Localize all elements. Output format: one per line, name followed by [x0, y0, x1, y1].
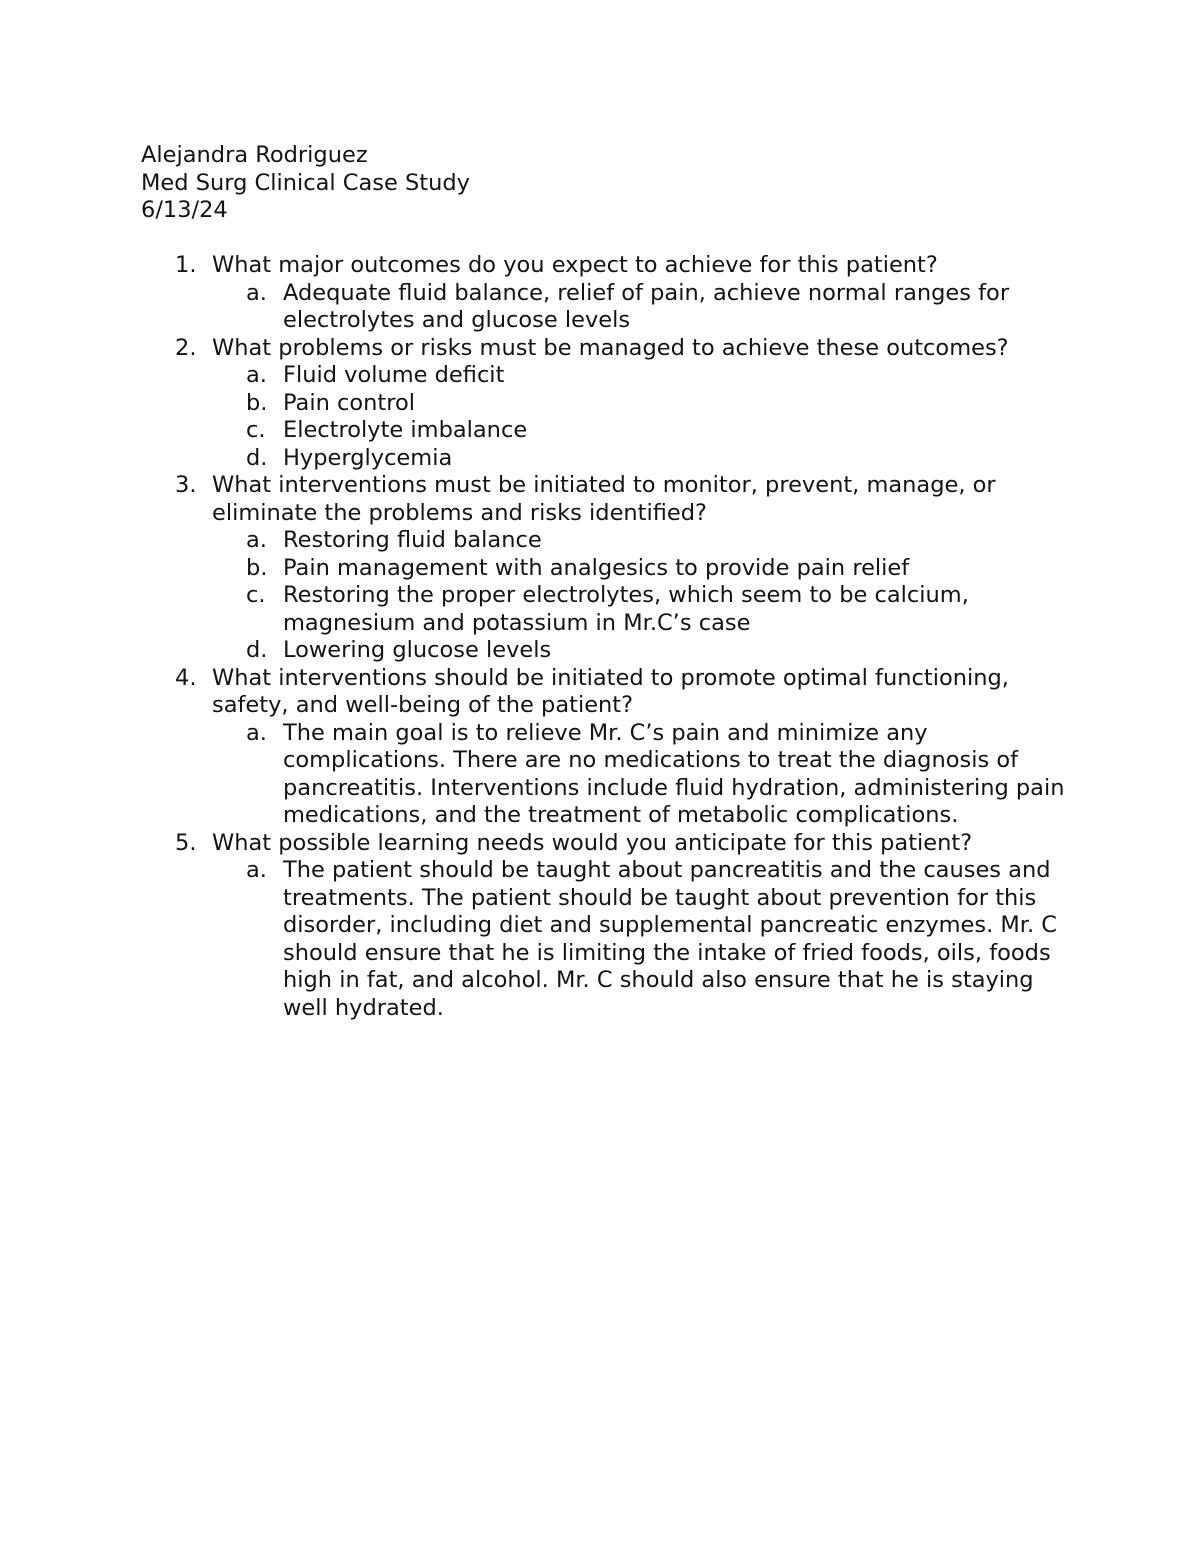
answer-text: Restoring the proper electrolytes, which seem to be calcium, magnesium and potassium in Mr.C’s case	[283, 582, 969, 636]
answer-letter: b.	[246, 554, 268, 581]
answer-text: The main goal is to relieve Mr. C’s pain and minimize any complications. There are no medications to treat the diagnosis of pancreatitis. Interventions include fluid hydration, administering pain medications, and the treatment of metabolic complications.	[283, 719, 1065, 828]
answer-letter: d.	[246, 637, 268, 663]
question-text: What interventions should be initiated to promote optimal functioning, safety, and well-being of the patient?	[212, 664, 1009, 718]
question-number: 2.	[175, 334, 197, 361]
answer-letter: c.	[246, 417, 266, 443]
question-item	[141, 252, 1081, 280]
answer-text: Electrolyte imbalance	[283, 417, 528, 443]
question-text: What problems or risks must be managed to achieve these outcomes?	[212, 334, 1009, 361]
question-item	[141, 665, 1081, 720]
answer-letter: a.	[246, 362, 267, 388]
document-body	[141, 142, 1081, 1022]
question-number: 4.	[175, 664, 197, 691]
answer-item	[141, 720, 1081, 830]
document-title: Med Surg Clinical Case Study	[141, 169, 470, 196]
answer-item	[141, 417, 1081, 445]
answer-item	[141, 445, 1081, 473]
answer-item	[141, 637, 1081, 665]
question-item	[141, 335, 1081, 363]
answer-letter: a.	[246, 279, 267, 306]
answer-text: The patient should be taught about pancreatitis and the causes and treatments. The patient should be taught about prevention for this disorder, including diet and supplemental pancreatic enzymes. Mr. C should ensure that he is limiting the intake of fried foods, oils, foods high in fat, and alcohol. Mr. C should also ensure that he is staying well hydrated.	[283, 857, 1057, 1021]
question-text: What possible learning needs would you anticipate for this patient?	[212, 829, 973, 856]
answer-item	[141, 527, 1081, 555]
answer-letter: c.	[246, 582, 266, 608]
answer-item	[141, 555, 1081, 583]
answer-letter: d.	[246, 444, 268, 471]
answer-text: Lowering glucose levels	[283, 637, 552, 663]
document-date: 6/13/24	[141, 197, 228, 223]
answer-text: Restoring fluid balance	[283, 527, 542, 553]
answer-letter: a.	[246, 719, 267, 746]
question-text: What interventions must be initiated to monitor, prevent, manage, or eliminate the problems and risks identified?	[212, 472, 996, 526]
answer-text: Adequate fluid balance, relief of pain, achieve normal ranges for electrolytes and glucose levels	[283, 279, 1010, 333]
answer-letter: a.	[246, 527, 267, 553]
answer-letter: b.	[246, 389, 268, 416]
question-text: What major outcomes do you expect to achieve for this patient?	[212, 252, 938, 278]
question-number: 1.	[175, 252, 197, 278]
question-item	[141, 830, 1081, 858]
answer-item	[141, 280, 1081, 335]
answer-letter: a.	[246, 857, 267, 883]
answer-text: Pain management with analgesics to provide pain relief	[283, 554, 910, 581]
author-name: Alejandra Rodriguez	[141, 142, 368, 168]
blank-line	[141, 225, 1081, 253]
answer-item	[141, 857, 1081, 1022]
question-number: 3.	[175, 472, 197, 498]
answer-text: Pain control	[283, 389, 416, 416]
answer-text: Hyperglycemia	[283, 444, 453, 471]
answer-item	[141, 362, 1081, 390]
question-item	[141, 472, 1081, 527]
question-number: 5.	[175, 829, 197, 856]
answer-item	[141, 582, 1081, 637]
answer-text: Fluid volume deficit	[283, 362, 505, 388]
answer-item	[141, 390, 1081, 418]
